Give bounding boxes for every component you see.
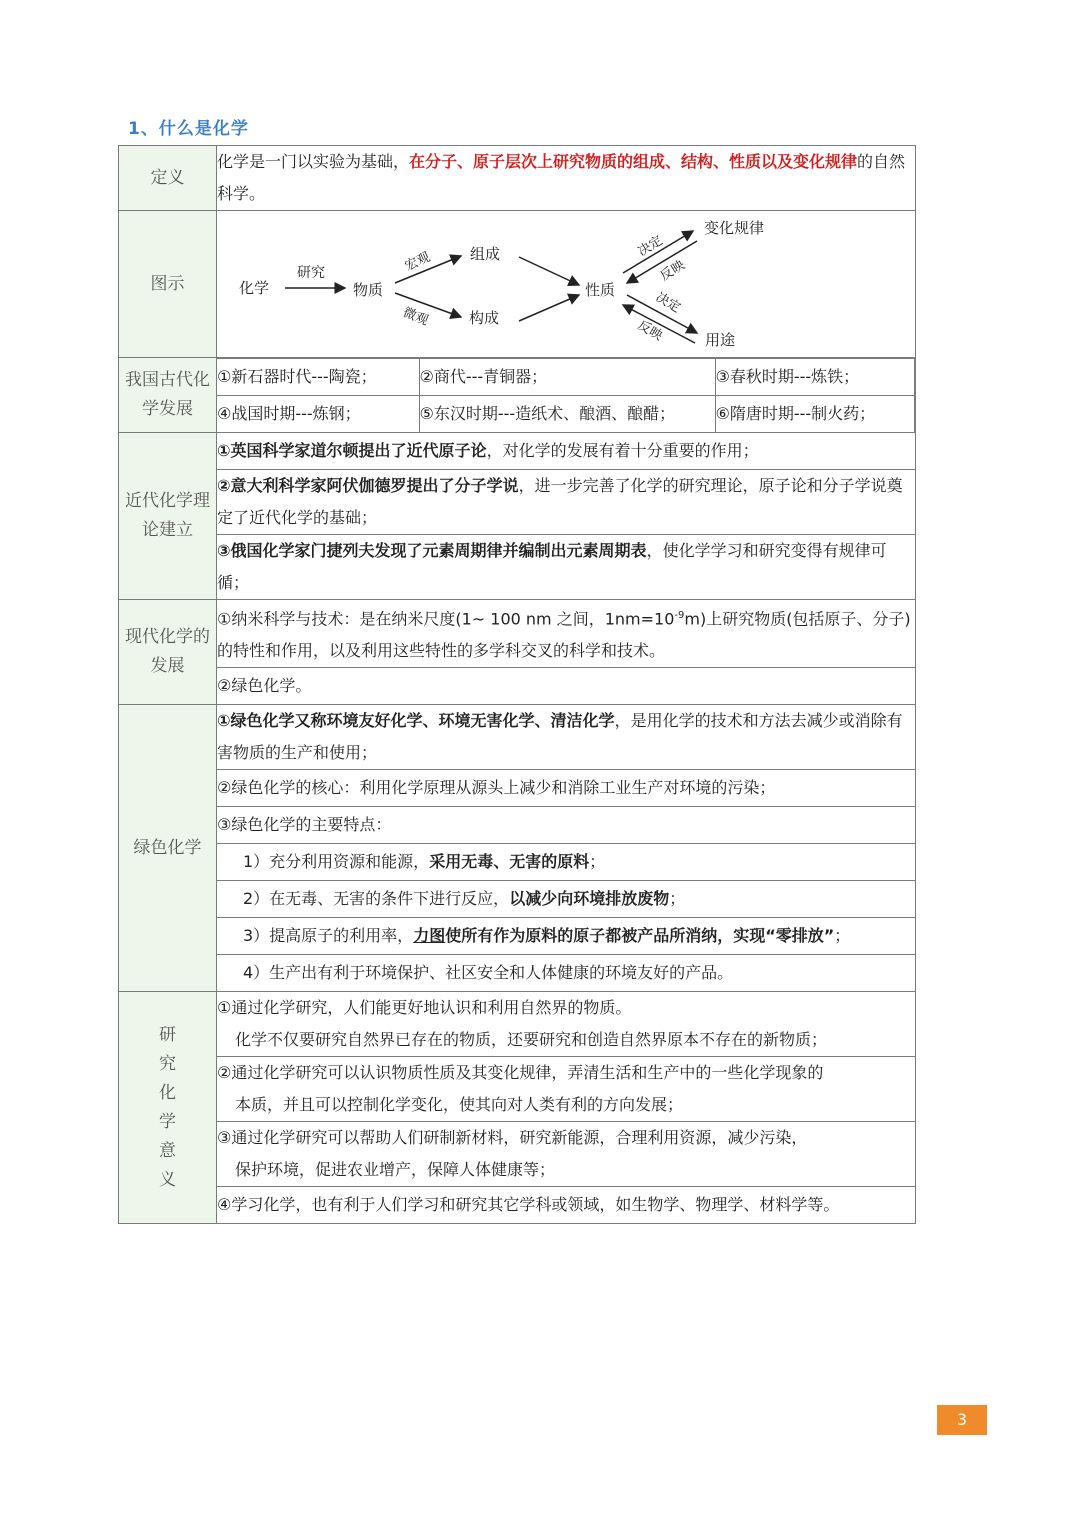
green-feature: 3）提高原子的利用率，力图使所有作为原料的原子都被产品所消纳，实现“零排放”； <box>217 918 916 955</box>
page-number: 3 <box>937 1405 987 1435</box>
significance-item: ②通过化学研究可以认识物质性质及其变化规律，弄清生活和生产中的一些化学现象的 本质，并且可以控制化学变化，使其向对人类有利的方向发展； <box>217 1057 916 1122</box>
ancient-item: ①新石器时代---陶瓷； <box>217 359 419 396</box>
node-chemistry: 化学 <box>239 279 270 297</box>
row-label-green: 绿色化学 <box>119 705 217 992</box>
label-reflect-2: 反映 <box>634 317 665 344</box>
modern-dev-item: ②绿色化学。 <box>217 668 916 705</box>
green-feature: 1）充分利用资源和能源，采用无毒、无害的原料； <box>217 844 916 881</box>
row-green <box>119 705 916 770</box>
node-substance: 物质 <box>353 281 384 299</box>
modern-theory-item: ①英国科学家道尔顿提出了近代原子论，对化学的发展有着十分重要的作用； <box>217 433 916 470</box>
diagram-svg <box>217 211 915 357</box>
row-label-diagram: 图示 <box>119 211 217 358</box>
modern-theory-item: ③俄国化学家门捷列夫发现了元素周期律并编制出元素周期表，使化学学习和研究变得有规律可循； <box>217 535 916 600</box>
arrow-structure-property <box>519 295 579 321</box>
label-macro: 宏观 <box>402 249 433 275</box>
definition-text: 化学是一门以实验为基础，在分子、原子层次上研究物质的组成、结构、性质以及变化规律的自然科学。 <box>217 146 916 211</box>
row-label-modern-dev: 现代化学的发展 <box>119 600 217 705</box>
concept-diagram <box>217 211 916 358</box>
significance-item: ①通过化学研究，人们能更好地认识和利用自然界的物质。 化学不仅要研究自然界已存在的物质，还要研究和创造自然界原本不存在的新物质； <box>217 992 916 1057</box>
label-reflect-1: 反映 <box>657 257 688 285</box>
node-composition: 组成 <box>470 245 501 263</box>
green-feature: 2）在无毒、无害的条件下进行反应，以减少向环境排放废物； <box>217 881 916 918</box>
ancient-item: ⑥隋唐时期---制火药； <box>715 396 915 433</box>
ancient-item: ④战国时期---炼钢； <box>217 396 419 433</box>
modern-dev-item: ①纳米科学与技术：是在纳米尺度(1~ 100 nm 之间，$1nm=10^{-9}m$)上研究物质(包括原子、分子)的特性和作用，以及利用这些特性的多学科交叉的科学和技术。 <box>217 600 916 668</box>
green-item: ①绿色化学又称环境友好化学、环境无害化学、清洁化学，是用化学的技术和方法去减少或消除有害物质的生产和使用； <box>217 705 916 770</box>
ancient-item: ③春秋时期---炼铁； <box>715 359 915 396</box>
row-label-ancient: 我国古代化学发展 <box>119 358 217 433</box>
green-item: ③绿色化学的主要特点： <box>217 807 916 844</box>
row-diagram <box>119 211 916 358</box>
green-item: ②绿色化学的核心：利用化学原理从源头上减少和消除工业生产对环境的污染； <box>217 770 916 807</box>
label-decide-1: 决定 <box>635 233 666 260</box>
row-label-modern-theory: 近代化学理论建立 <box>119 433 217 600</box>
significance-item: ④学习化学，也有利于人们学习和研究其它学科或领域，如生物学、物理学、材料学等。 <box>217 1187 916 1224</box>
arrow-composition-property <box>519 257 579 285</box>
node-change-law: 变化规律 <box>704 219 765 237</box>
row-label-definition: 定义 <box>119 146 217 211</box>
ancient-item: ②商代---青铜器； <box>419 359 715 396</box>
row-modern-theory <box>119 433 916 470</box>
node-property: 性质 <box>585 281 616 299</box>
node-structure: 构成 <box>469 309 500 327</box>
chemistry-table <box>118 145 916 1224</box>
label-research: 研究 <box>297 265 325 281</box>
row-ancient <box>119 358 916 433</box>
node-use: 用途 <box>705 331 736 349</box>
ancient-item: ⑤东汉时期---造纸术、酿酒、酿醋； <box>419 396 715 433</box>
label-micro: 微观 <box>400 305 431 329</box>
row-significance <box>119 992 916 1057</box>
row-definition <box>119 146 916 211</box>
section-title: 1、什么是化学 <box>128 119 249 139</box>
label-decide-2: 决定 <box>652 289 683 316</box>
modern-theory-item: ②意大利科学家阿伏伽德罗提出了分子学说，进一步完善了化学的研究理论，原子论和分子学说奠定了近代化学的基础； <box>217 470 916 535</box>
row-label-significance: 研究化学意义 <box>119 992 217 1224</box>
significance-item: ③通过化学研究可以帮助人们研制新材料，研究新能源，合理利用资源，减少污染， 保护环境，促进农业增产，保障人体健康等； <box>217 1122 916 1187</box>
row-modern-dev <box>119 600 916 668</box>
ancient-grid <box>217 358 915 432</box>
green-feature: 4）生产出有利于环境保护、社区安全和人体健康的环境友好的产品。 <box>217 955 916 992</box>
